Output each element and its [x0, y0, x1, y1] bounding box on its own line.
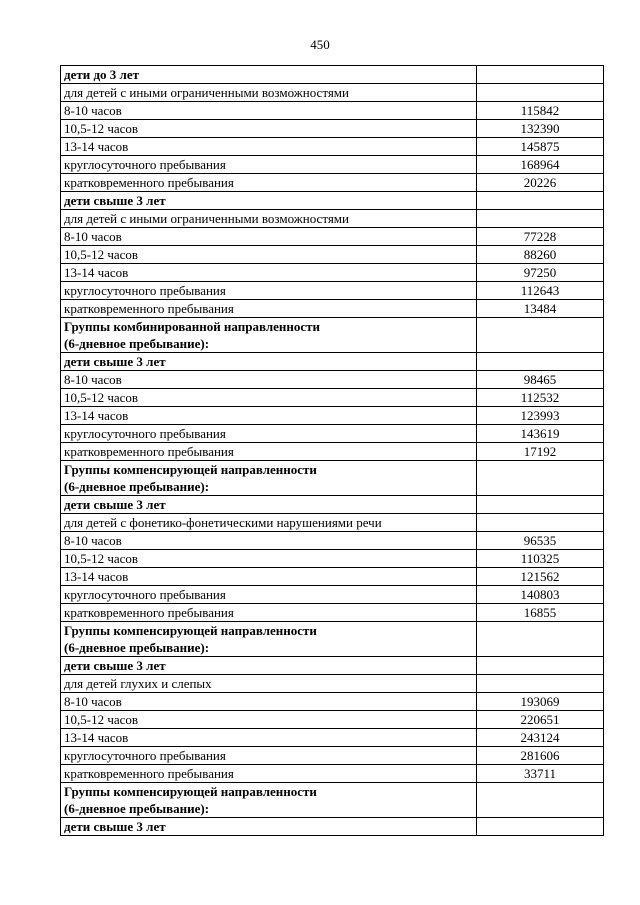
page-number: 450	[310, 37, 330, 52]
row-label-text: дети до 3 лет	[64, 67, 139, 82]
row-value: 143619	[477, 425, 604, 443]
table-section-row	[61, 657, 604, 675]
row-value	[477, 84, 604, 102]
row-value: 193069	[477, 693, 604, 711]
row-label	[61, 550, 477, 568]
row-label-text: круглосуточного пребывания	[64, 748, 226, 763]
table-row	[61, 371, 604, 389]
row-value	[477, 353, 604, 371]
row-label-text: 8-10 часов	[64, 103, 122, 118]
row-label-text: для детей с фонетико-фонетическими нарушениями речи	[64, 515, 382, 530]
row-label-text: кратковременного пребывания	[64, 444, 234, 459]
row-label	[61, 461, 477, 496]
row-label	[61, 156, 477, 174]
row-value	[477, 675, 604, 693]
tariff-table-body	[61, 66, 604, 836]
table-row	[61, 711, 604, 729]
row-label	[61, 818, 477, 836]
table-section-row	[61, 461, 604, 496]
row-label	[61, 318, 477, 353]
row-label	[61, 514, 477, 532]
table-row	[61, 568, 604, 586]
row-label-text: 10,5-12 часов	[64, 390, 139, 405]
row-value: 33711	[477, 765, 604, 783]
row-label-text: кратковременного пребывания	[64, 766, 234, 781]
table-row	[61, 174, 604, 192]
row-value: 243124	[477, 729, 604, 747]
row-value: 140803	[477, 586, 604, 604]
row-label-text: 10,5-12 часов	[64, 247, 139, 262]
table-row	[61, 246, 604, 264]
row-value	[477, 66, 604, 84]
row-label	[61, 300, 477, 318]
row-label-text: Группы комбинированной направленности	[64, 319, 321, 334]
row-label	[61, 622, 477, 657]
row-value	[477, 783, 604, 818]
row-value: 77228	[477, 228, 604, 246]
row-label-text: круглосуточного пребывания	[64, 157, 226, 172]
row-label	[61, 729, 477, 747]
table-row	[61, 443, 604, 461]
table-section-row	[61, 818, 604, 836]
row-label	[61, 496, 477, 514]
row-label-text: кратковременного пребывания	[64, 175, 234, 190]
row-value: 145875	[477, 138, 604, 156]
row-label	[61, 102, 477, 120]
row-label-text: 8-10 часов	[64, 372, 122, 387]
row-value	[477, 514, 604, 532]
row-label	[61, 389, 477, 407]
row-label-text: Группы компенсирующей направленности	[64, 462, 317, 477]
row-value: 98465	[477, 371, 604, 389]
row-label	[61, 84, 477, 102]
row-value: 13484	[477, 300, 604, 318]
row-label-text: дети свыше 3 лет	[64, 658, 166, 673]
row-value: 121562	[477, 568, 604, 586]
row-label	[61, 425, 477, 443]
row-label	[61, 783, 477, 818]
row-label-text: для детей с иными ограниченными возможностями	[64, 211, 349, 226]
table-row	[61, 102, 604, 120]
row-value: 97250	[477, 264, 604, 282]
table-row	[61, 138, 604, 156]
row-value: 115842	[477, 102, 604, 120]
table-row	[61, 532, 604, 550]
row-label	[61, 532, 477, 550]
table-row	[61, 120, 604, 138]
table-row	[61, 210, 604, 228]
row-value	[477, 461, 604, 496]
row-label-text: 13-14 часов	[64, 265, 129, 280]
row-label	[61, 765, 477, 783]
table-row	[61, 586, 604, 604]
row-value: 112532	[477, 389, 604, 407]
row-label-text: 13-14 часов	[64, 730, 129, 745]
row-label-text-line2: (6-дневное пребывание):	[64, 336, 210, 351]
row-label-text: кратковременного пребывания	[64, 605, 234, 620]
row-label	[61, 693, 477, 711]
table-row	[61, 300, 604, 318]
row-value	[477, 192, 604, 210]
row-label-text: кратковременного пребывания	[64, 301, 234, 316]
row-label	[61, 443, 477, 461]
table-section-row	[61, 66, 604, 84]
row-value	[477, 496, 604, 514]
row-value	[477, 318, 604, 353]
row-label-text: Группы компенсирующей направленности	[64, 623, 317, 638]
row-value: 88260	[477, 246, 604, 264]
row-label-text: 10,5-12 часов	[64, 551, 139, 566]
row-label	[61, 675, 477, 693]
table-row	[61, 228, 604, 246]
row-label	[61, 264, 477, 282]
row-label	[61, 747, 477, 765]
row-value	[477, 622, 604, 657]
table-row	[61, 729, 604, 747]
row-value	[477, 210, 604, 228]
row-label-text-line2: (6-дневное пребывание):	[64, 640, 210, 655]
table-row	[61, 747, 604, 765]
row-label	[61, 138, 477, 156]
row-value: 96535	[477, 532, 604, 550]
row-value: 110325	[477, 550, 604, 568]
table-row	[61, 604, 604, 622]
row-label	[61, 657, 477, 675]
row-label	[61, 228, 477, 246]
row-label	[61, 210, 477, 228]
table-row	[61, 156, 604, 174]
table-row	[61, 407, 604, 425]
row-label-text: 10,5-12 часов	[64, 121, 139, 136]
row-label-text: 10,5-12 часов	[64, 712, 139, 727]
row-value: 168964	[477, 156, 604, 174]
row-label-text: дети свыше 3 лет	[64, 819, 166, 834]
row-label-text: 13-14 часов	[64, 569, 129, 584]
table-row	[61, 282, 604, 300]
row-label-text: круглосуточного пребывания	[64, 587, 226, 602]
table-row	[61, 389, 604, 407]
table-row	[61, 514, 604, 532]
row-label	[61, 711, 477, 729]
row-label	[61, 353, 477, 371]
row-value: 20226	[477, 174, 604, 192]
row-label-text: для детей глухих и слепых	[64, 676, 212, 691]
row-label	[61, 174, 477, 192]
row-label-text: Группы компенсирующей направленности	[64, 784, 317, 799]
table-row	[61, 765, 604, 783]
row-label-text: круглосуточного пребывания	[64, 426, 226, 441]
row-value	[477, 657, 604, 675]
row-label-text: 8-10 часов	[64, 533, 122, 548]
table-row	[61, 84, 604, 102]
table-section-row	[61, 318, 604, 353]
row-value	[477, 818, 604, 836]
row-value: 112643	[477, 282, 604, 300]
row-label-text: 8-10 часов	[64, 229, 122, 244]
table-row	[61, 675, 604, 693]
table-row	[61, 425, 604, 443]
row-label	[61, 568, 477, 586]
row-label-text: 13-14 часов	[64, 408, 129, 423]
row-label-text-line2: (6-дневное пребывание):	[64, 479, 210, 494]
row-label	[61, 120, 477, 138]
table-section-row	[61, 783, 604, 818]
table-row	[61, 550, 604, 568]
table-section-row	[61, 622, 604, 657]
row-label	[61, 586, 477, 604]
table-section-row	[61, 496, 604, 514]
tariff-table	[60, 65, 604, 836]
row-label	[61, 66, 477, 84]
row-value: 220651	[477, 711, 604, 729]
row-label	[61, 604, 477, 622]
row-value: 123993	[477, 407, 604, 425]
row-label-text: 13-14 часов	[64, 139, 129, 154]
table-section-row	[61, 192, 604, 210]
row-value: 16855	[477, 604, 604, 622]
row-label	[61, 282, 477, 300]
row-label-text-line2: (6-дневное пребывание):	[64, 801, 210, 816]
table-row	[61, 264, 604, 282]
row-label	[61, 371, 477, 389]
row-label-text: дети свыше 3 лет	[64, 354, 166, 369]
row-label	[61, 407, 477, 425]
row-value: 281606	[477, 747, 604, 765]
row-value: 17192	[477, 443, 604, 461]
row-value: 132390	[477, 120, 604, 138]
row-label-text: дети свыше 3 лет	[64, 497, 166, 512]
table-section-row	[61, 353, 604, 371]
row-label	[61, 246, 477, 264]
row-label-text: круглосуточного пребывания	[64, 283, 226, 298]
row-label-text: 8-10 часов	[64, 694, 122, 709]
table-row	[61, 693, 604, 711]
row-label-text: дети свыше 3 лет	[64, 193, 166, 208]
row-label-text: для детей с иными ограниченными возможностями	[64, 85, 349, 100]
row-label	[61, 192, 477, 210]
